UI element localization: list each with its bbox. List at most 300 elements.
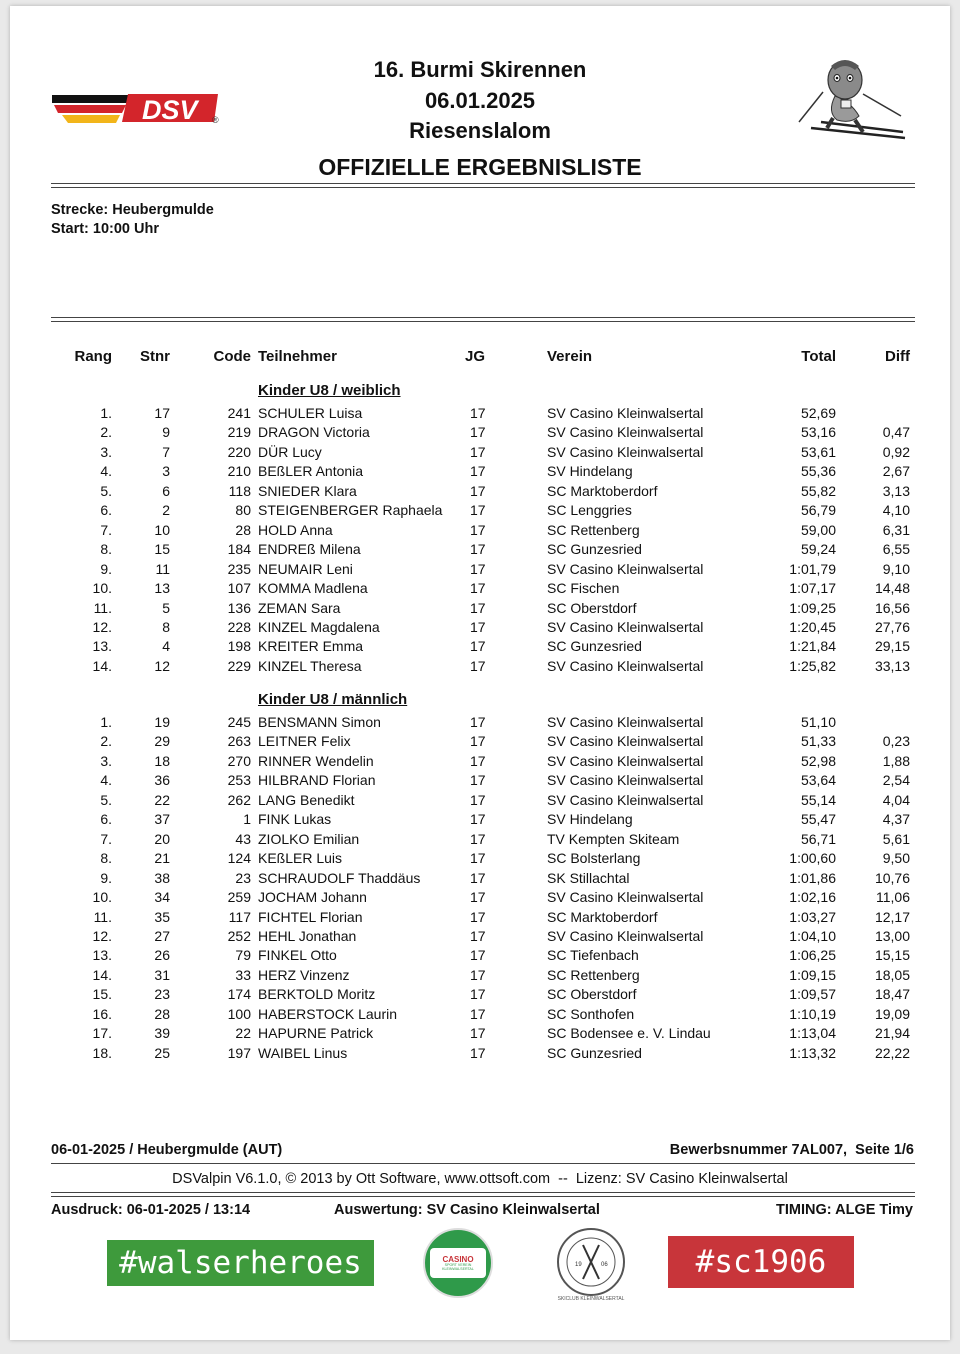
diff-cell: 13,00 <box>874 927 910 944</box>
club-cell: SK Stillachtal <box>547 869 630 886</box>
diff-cell: 33,13 <box>874 657 910 674</box>
club-cell: SV Casino Kleinwalsertal <box>547 772 704 789</box>
rank-cell: 14. <box>92 657 112 674</box>
start-number-cell: 23 <box>154 986 170 1003</box>
participant-cell: LEITNER Felix <box>258 733 351 750</box>
skiclub-logo <box>557 1228 625 1296</box>
rank-cell: 4. <box>100 463 112 480</box>
svg-text:®: ® <box>212 115 219 125</box>
total-time-cell: 51,33 <box>800 733 836 750</box>
rank-cell: 18. <box>92 1044 112 1061</box>
col-code: Code <box>213 348 251 365</box>
year-cell: 17 <box>470 443 486 460</box>
info-divider <box>51 317 915 322</box>
diff-cell: 14,48 <box>874 580 910 597</box>
year-cell: 17 <box>470 521 486 538</box>
rank-cell: 17. <box>92 1025 112 1042</box>
table-row <box>0 714 960 733</box>
table-row <box>0 733 960 752</box>
start-number-cell: 19 <box>154 714 170 730</box>
table-row <box>0 772 960 791</box>
section-title: Kinder U8 / weiblich <box>258 382 401 399</box>
rank-cell: 12. <box>92 927 112 944</box>
participant-cell: HILBRAND Florian <box>258 772 376 789</box>
total-time-cell: 1:10,19 <box>789 1005 836 1022</box>
table-row <box>0 444 960 463</box>
club-cell: SV Casino Kleinwalsertal <box>547 733 704 750</box>
total-time-cell: 53,16 <box>800 424 836 441</box>
rank-cell: 9. <box>100 869 112 886</box>
code-cell: 252 <box>227 927 251 944</box>
table-row <box>0 463 960 482</box>
col-stnr: Stnr <box>140 348 170 365</box>
event-date: 06.01.2025 <box>424 88 536 113</box>
code-cell: 219 <box>227 424 251 441</box>
year-cell: 17 <box>470 482 486 499</box>
total-time-cell: 1:03,27 <box>789 908 836 925</box>
rank-cell: 3. <box>100 443 112 460</box>
table-row <box>0 870 960 889</box>
dsv-logo-text: DSV <box>142 95 198 125</box>
rank-cell: 10. <box>92 889 112 906</box>
table-row <box>0 753 960 772</box>
casino-logo-title: CASINO <box>442 1254 474 1264</box>
footer-page-info: Bewerbsnummer 7AL007, Seite 1/6 <box>669 1142 914 1158</box>
start-time: Start: 10:00 Uhr <box>51 221 159 237</box>
year-cell: 17 <box>470 580 486 597</box>
diff-cell: 3,13 <box>882 482 910 499</box>
total-time-cell: 56,79 <box>800 502 836 519</box>
table-row <box>0 600 960 619</box>
casino-logo-sub: SPORT VEREIN KLEINWALSERTAL <box>442 1262 474 1271</box>
total-time-cell: 56,71 <box>800 830 836 847</box>
diff-cell: 22,22 <box>874 1044 910 1061</box>
year-cell: 17 <box>470 463 486 480</box>
participant-cell: DRAGON Victoria <box>258 424 370 441</box>
diff-cell: 0,23 <box>882 733 910 750</box>
year-cell: 17 <box>470 733 486 750</box>
code-cell: 198 <box>227 638 251 655</box>
club-cell: SC Fischen <box>547 580 620 597</box>
col-verein: Verein <box>547 348 593 365</box>
total-time-cell: 59,24 <box>800 541 836 558</box>
year-cell: 17 <box>470 772 486 789</box>
table-row <box>0 889 960 908</box>
start-number-cell: 9 <box>162 424 170 441</box>
club-cell: SV Casino Kleinwalsertal <box>547 714 704 730</box>
section-title: Kinder U8 / männlich <box>258 691 408 708</box>
start-number-cell: 5 <box>162 599 170 616</box>
diff-cell: 2,54 <box>882 772 910 789</box>
start-number-cell: 21 <box>154 850 170 867</box>
participant-cell: BERKTOLD Moritz <box>258 986 376 1003</box>
rank-cell: 5. <box>100 791 112 808</box>
participant-cell: HERZ Vinzenz <box>258 966 350 983</box>
year-cell: 17 <box>470 850 486 867</box>
total-time-cell: 1:06,25 <box>789 947 836 964</box>
rank-cell: 3. <box>100 752 112 769</box>
code-cell: 228 <box>227 618 251 635</box>
diff-cell: 4,10 <box>882 502 910 519</box>
club-cell: SC Gunzesried <box>547 541 642 558</box>
col-rang: Rang <box>74 348 112 365</box>
club-cell: TV Kempten Skiteam <box>547 830 680 847</box>
start-number-cell: 6 <box>162 482 170 499</box>
col-total: Total <box>801 348 836 365</box>
club-cell: SV Casino Kleinwalsertal <box>547 405 704 421</box>
club-cell: SC Bolsterlang <box>547 850 641 867</box>
club-cell: SV Casino Kleinwalsertal <box>547 657 704 674</box>
table-row <box>0 850 960 869</box>
code-cell: 235 <box>227 560 251 577</box>
total-time-cell: 1:13,04 <box>789 1025 836 1042</box>
table-row <box>0 638 960 657</box>
start-number-cell: 39 <box>154 1025 170 1042</box>
table-row <box>0 405 960 424</box>
total-time-cell: 1:00,60 <box>789 850 836 867</box>
start-number-cell: 4 <box>162 638 170 655</box>
svg-text:06: 06 <box>601 1262 608 1268</box>
participant-cell: DÜR Lucy <box>258 443 322 460</box>
code-cell: 23 <box>235 869 251 886</box>
casino-sv-logo <box>423 1228 493 1298</box>
diff-cell: 18,47 <box>874 986 910 1003</box>
software-credit: DSValpin V6.1.0, © 2013 by Ott Software, www.ottsoft.com -- Lizenz: SV Casino Kleinwalsertal <box>172 1171 788 1187</box>
year-cell: 17 <box>470 927 486 944</box>
club-cell: SC Rettenberg <box>547 521 640 538</box>
participant-cell: JOCHAM Johann <box>258 889 367 906</box>
total-time-cell: 1:01,86 <box>789 869 836 886</box>
table-row <box>0 502 960 521</box>
table-row <box>0 792 960 811</box>
club-cell: SC Marktoberdorf <box>547 908 658 925</box>
skiclub-logo-text: SKICLUB KLEINWALSERTAL <box>557 1296 625 1302</box>
rank-cell: 12. <box>92 618 112 635</box>
rank-cell: 16. <box>92 1005 112 1022</box>
total-time-cell: 1:25,82 <box>789 657 836 674</box>
year-cell: 17 <box>470 405 486 421</box>
participant-cell: BEßLER Antonia <box>258 463 364 480</box>
diff-cell: 10,76 <box>874 869 910 886</box>
code-cell: 241 <box>227 405 251 421</box>
table-row <box>0 831 960 850</box>
diff-cell: 15,15 <box>874 947 910 964</box>
table-row <box>0 909 960 928</box>
document-title: OFFIZIELLE ERGEBNISLISTE <box>318 154 642 180</box>
code-cell: 28 <box>235 521 251 538</box>
participant-cell: HAPURNE Patrick <box>258 1025 374 1042</box>
year-cell: 17 <box>470 424 486 441</box>
diff-cell: 9,50 <box>882 850 910 867</box>
total-time-cell: 55,82 <box>800 482 836 499</box>
total-time-cell: 53,61 <box>800 443 836 460</box>
start-number-cell: 17 <box>154 405 170 421</box>
diff-cell: 4,37 <box>882 811 910 828</box>
diff-cell: 5,61 <box>882 830 910 847</box>
timing-system: TIMING: ALGE Timy <box>776 1202 913 1218</box>
participant-cell: ENDREß Milena <box>258 541 361 558</box>
footer-race-info: 06-01-2025 / Heubergmulde (AUT) <box>51 1142 283 1158</box>
participant-cell: KREITER Emma <box>258 638 364 655</box>
total-time-cell: 52,69 <box>800 405 836 421</box>
diff-cell: 4,04 <box>882 791 910 808</box>
table-row <box>0 561 960 580</box>
year-cell: 17 <box>470 502 486 519</box>
start-number-cell: 3 <box>162 463 170 480</box>
rank-cell: 8. <box>100 541 112 558</box>
total-time-cell: 1:07,17 <box>789 580 836 597</box>
table-row <box>0 947 960 966</box>
table-row <box>0 1045 960 1064</box>
participant-cell: KINZEL Theresa <box>258 657 362 674</box>
participant-cell: FICHTEL Florian <box>258 908 363 925</box>
year-cell: 17 <box>470 947 486 964</box>
total-time-cell: 1:01,79 <box>789 560 836 577</box>
diff-cell: 11,06 <box>876 889 910 906</box>
rank-cell: 4. <box>100 772 112 789</box>
total-time-cell: 1:20,45 <box>789 618 836 635</box>
year-cell: 17 <box>470 791 486 808</box>
diff-cell: 0,47 <box>882 424 910 441</box>
participant-cell: SCHRAUDOLF Thaddäus <box>258 869 421 886</box>
participant-cell: KINZEL Magdalena <box>258 618 380 635</box>
total-time-cell: 55,14 <box>800 791 836 808</box>
total-time-cell: 55,36 <box>800 463 836 480</box>
club-cell: SC Oberstdorf <box>547 986 637 1003</box>
code-cell: 79 <box>235 947 251 964</box>
year-cell: 17 <box>470 908 486 925</box>
club-cell: SV Casino Kleinwalsertal <box>547 618 704 635</box>
year-cell: 17 <box>470 599 486 616</box>
start-number-cell: 2 <box>162 502 170 519</box>
start-number-cell: 15 <box>154 541 170 558</box>
diff-cell: 9,10 <box>882 560 910 577</box>
diff-cell: 6,55 <box>882 541 910 558</box>
year-cell: 17 <box>470 1044 486 1061</box>
discipline: Riesenslalom <box>409 118 551 143</box>
footer-divider-1 <box>51 1163 915 1164</box>
year-cell: 17 <box>470 714 486 730</box>
total-time-cell: 51,10 <box>800 714 836 730</box>
club-cell: SC Gunzesried <box>547 1044 642 1061</box>
rank-cell: 6. <box>100 502 112 519</box>
code-cell: 136 <box>227 599 251 616</box>
club-cell: SV Casino Kleinwalsertal <box>547 560 704 577</box>
year-cell: 17 <box>470 811 486 828</box>
start-number-cell: 34 <box>154 889 170 906</box>
rank-cell: 6. <box>100 811 112 828</box>
total-time-cell: 52,98 <box>800 752 836 769</box>
start-number-cell: 28 <box>154 1005 170 1022</box>
code-cell: 117 <box>228 908 251 925</box>
club-cell: SC Marktoberdorf <box>547 482 658 499</box>
start-number-cell: 38 <box>154 869 170 886</box>
code-cell: 253 <box>227 772 251 789</box>
start-number-cell: 22 <box>154 791 170 808</box>
club-cell: SC Oberstdorf <box>547 599 637 616</box>
start-number-cell: 7 <box>162 443 170 460</box>
participant-cell: FINK Lukas <box>258 811 332 828</box>
code-cell: 262 <box>227 791 251 808</box>
table-row <box>0 580 960 599</box>
total-time-cell: 1:21,84 <box>789 638 836 655</box>
diff-cell: 21,94 <box>874 1025 910 1042</box>
code-cell: 80 <box>235 502 251 519</box>
rank-cell: 11. <box>93 599 112 616</box>
table-row <box>0 483 960 502</box>
total-time-cell: 1:13,32 <box>789 1044 836 1061</box>
club-cell: SC Tiefenbach <box>547 947 639 964</box>
table-row <box>0 1006 960 1025</box>
participant-cell: WAIBEL Linus <box>258 1044 348 1061</box>
start-number-cell: 36 <box>154 772 170 789</box>
year-cell: 17 <box>470 986 486 1003</box>
diff-cell: 18,05 <box>874 966 910 983</box>
rank-cell: 2. <box>100 733 112 750</box>
course-info: Strecke: Heubergmulde <box>51 202 214 218</box>
club-cell: SV Casino Kleinwalsertal <box>547 752 704 769</box>
participant-cell: HABERSTOCK Laurin <box>258 1005 398 1022</box>
year-cell: 17 <box>470 889 486 906</box>
rank-cell: 8. <box>100 850 112 867</box>
rank-cell: 13. <box>92 638 112 655</box>
participant-cell: NEUMAIR Leni <box>258 560 353 577</box>
start-number-cell: 29 <box>154 733 170 750</box>
code-cell: 197 <box>227 1044 251 1061</box>
total-time-cell: 55,47 <box>800 811 836 828</box>
rank-cell: 11. <box>93 908 112 925</box>
table-row <box>0 986 960 1005</box>
year-cell: 17 <box>470 560 486 577</box>
evaluation-club: Auswertung: SV Casino Kleinwalsertal <box>334 1202 600 1218</box>
code-cell: 124 <box>227 850 251 867</box>
code-cell: 33 <box>235 966 251 983</box>
start-number-cell: 25 <box>154 1044 170 1061</box>
start-number-cell: 31 <box>154 966 170 983</box>
year-cell: 17 <box>470 541 486 558</box>
participant-cell: KOMMA Madlena <box>258 580 368 597</box>
code-cell: 100 <box>227 1005 251 1022</box>
code-cell: 118 <box>228 482 251 499</box>
diff-cell: 19,09 <box>874 1005 910 1022</box>
year-cell: 17 <box>470 638 486 655</box>
rank-cell: 15. <box>92 986 112 1003</box>
diff-cell: 12,17 <box>874 908 910 925</box>
start-number-cell: 8 <box>162 618 170 635</box>
participant-cell: HEHL Jonathan <box>258 927 357 944</box>
club-cell: SV Hindelang <box>547 811 633 828</box>
total-time-cell: 59,00 <box>800 521 836 538</box>
year-cell: 17 <box>470 1025 486 1042</box>
code-cell: 184 <box>227 541 251 558</box>
diff-cell: 27,76 <box>874 618 910 635</box>
start-number-cell: 12 <box>154 657 170 674</box>
participant-cell: ZIOLKO Emilian <box>258 830 360 847</box>
club-cell: SC Gunzesried <box>547 638 642 655</box>
year-cell: 17 <box>470 966 486 983</box>
club-cell: SC Sonthofen <box>547 1005 635 1022</box>
table-row <box>0 658 960 677</box>
rank-cell: 10. <box>92 580 112 597</box>
club-cell: SV Casino Kleinwalsertal <box>547 424 704 441</box>
participant-cell: FINKEL Otto <box>258 947 337 964</box>
participant-cell: RINNER Wendelin <box>258 752 374 769</box>
club-cell: SV Casino Kleinwalsertal <box>547 443 704 460</box>
table-row <box>0 811 960 830</box>
code-cell: 263 <box>227 733 251 750</box>
participant-cell: KEßLER Luis <box>258 850 343 867</box>
event-title: 16. Burmi Skirennen <box>373 57 587 82</box>
club-cell: SV Casino Kleinwalsertal <box>547 889 704 906</box>
code-cell: 174 <box>227 986 251 1003</box>
start-number-cell: 11 <box>155 560 170 577</box>
table-row <box>0 619 960 638</box>
diff-cell: 16,56 <box>874 599 910 616</box>
diff-cell: 1,88 <box>882 752 910 769</box>
diff-cell: 6,31 <box>882 521 910 538</box>
rank-cell: 9. <box>100 560 112 577</box>
participant-cell: SCHULER Luisa <box>258 405 363 421</box>
total-time-cell: 53,64 <box>800 772 836 789</box>
rank-cell: 1. <box>100 714 112 730</box>
table-row <box>0 928 960 947</box>
diff-cell: 2,67 <box>882 463 910 480</box>
start-number-cell: 37 <box>154 811 170 828</box>
col-jg: JG <box>465 348 486 365</box>
club-cell: SV Casino Kleinwalsertal <box>547 791 704 808</box>
club-cell: SC Bodensee e. V. Lindau <box>547 1025 711 1042</box>
total-time-cell: 1:09,25 <box>789 599 836 616</box>
footer-divider-2 <box>51 1192 915 1197</box>
start-number-cell: 18 <box>154 752 170 769</box>
participant-cell: HOLD Anna <box>258 521 333 538</box>
rank-cell: 5. <box>100 482 112 499</box>
club-cell: SV Casino Kleinwalsertal <box>547 927 704 944</box>
code-cell: 220 <box>227 443 251 460</box>
start-number-cell: 10 <box>154 521 170 538</box>
code-cell: 22 <box>235 1025 251 1042</box>
svg-text:19: 19 <box>575 1262 582 1268</box>
club-cell: SC Lenggries <box>547 502 632 519</box>
participant-cell: SNIEDER Klara <box>258 482 357 499</box>
code-cell: 245 <box>227 714 251 730</box>
participant-cell: LANG Benedikt <box>258 791 355 808</box>
rank-cell: 13. <box>92 947 112 964</box>
year-cell: 17 <box>470 830 486 847</box>
rank-cell: 7. <box>100 830 112 847</box>
col-diff: Diff <box>885 348 910 365</box>
table-row <box>0 424 960 443</box>
rank-cell: 2. <box>100 424 112 441</box>
start-number-cell: 13 <box>154 580 170 597</box>
code-cell: 210 <box>227 463 251 480</box>
print-date: Ausdruck: 06-01-2025 / 13:14 <box>51 1202 251 1218</box>
header-divider <box>51 183 915 188</box>
code-cell: 107 <box>227 580 251 597</box>
walserheroes-logo: #walserheroes <box>107 1240 374 1286</box>
total-time-cell: 1:09,15 <box>789 966 836 983</box>
code-cell: 43 <box>235 830 251 847</box>
start-number-cell: 27 <box>154 927 170 944</box>
start-number-cell: 26 <box>154 947 170 964</box>
participant-cell: BENSMANN Simon <box>258 714 381 730</box>
code-cell: 270 <box>227 752 251 769</box>
club-cell: SC Rettenberg <box>547 966 640 983</box>
code-cell: 229 <box>227 657 251 674</box>
diff-cell: 29,15 <box>874 638 910 655</box>
table-row <box>0 1025 960 1044</box>
rank-cell: 14. <box>92 966 112 983</box>
